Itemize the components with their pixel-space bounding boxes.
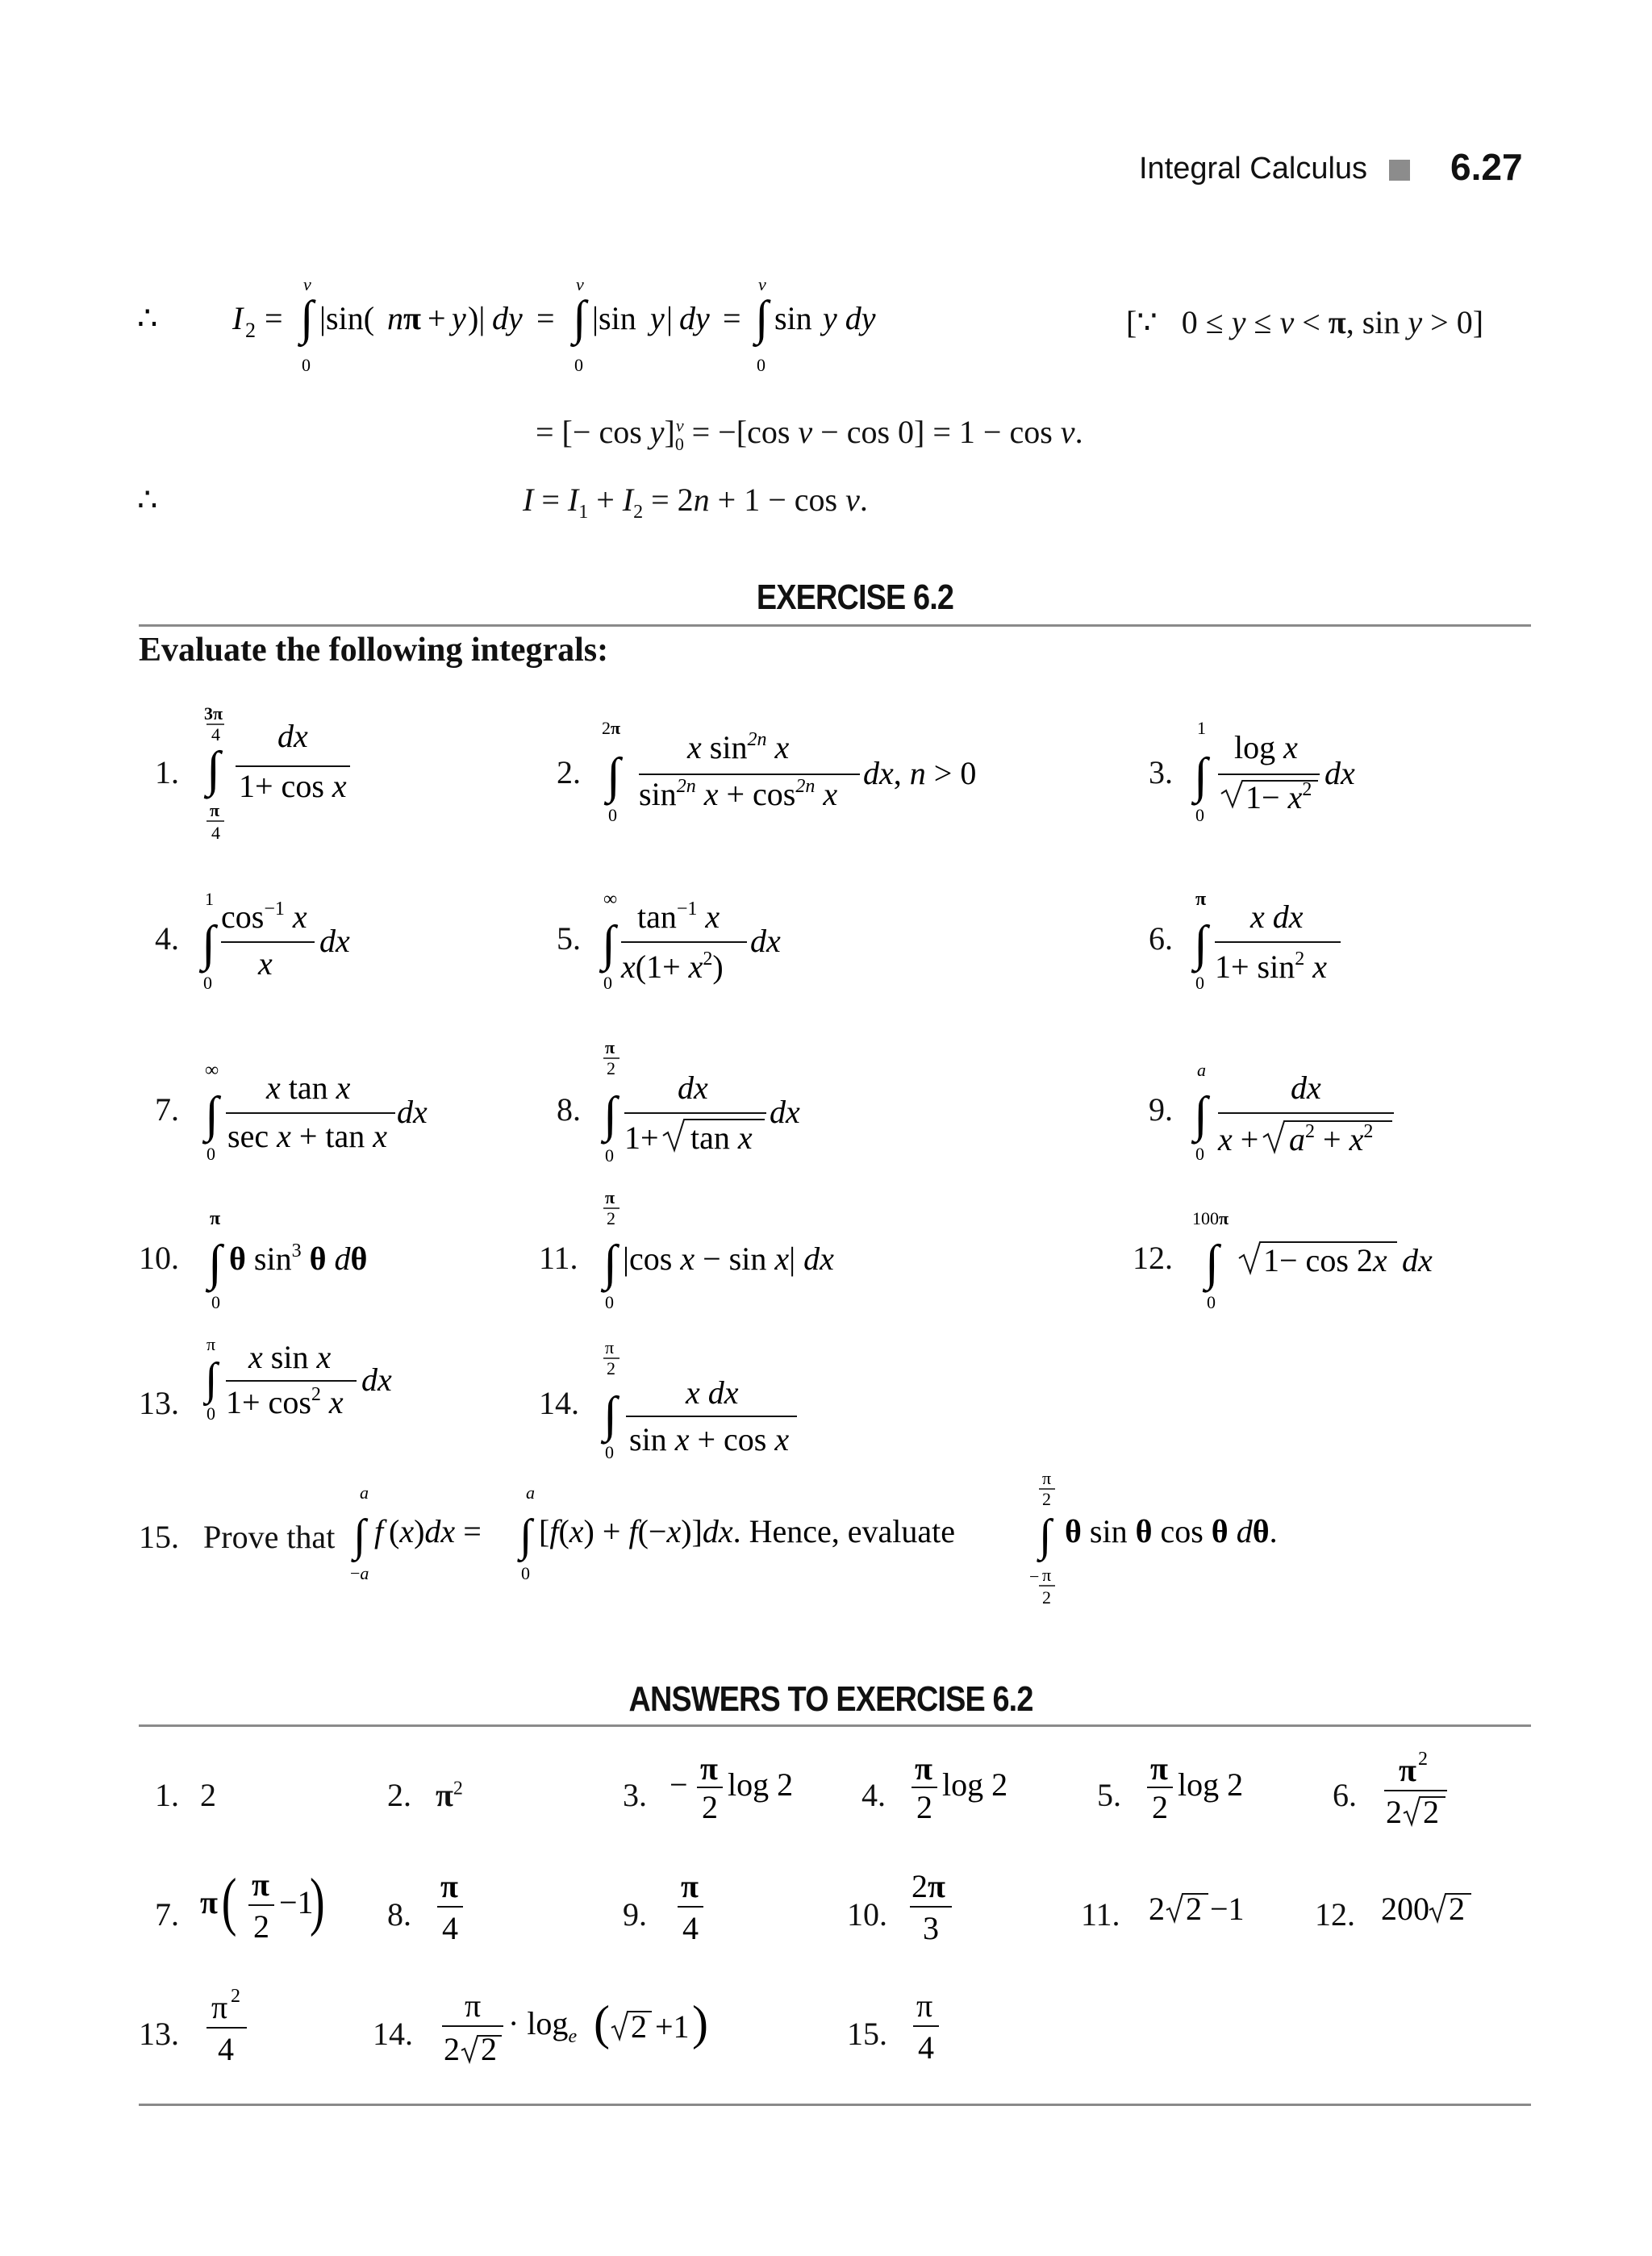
svg-text:4: 4 [218,2031,234,2067]
svg-text:)|: )| [468,300,486,336]
answer-2-value: $\pi^2$ [436,1777,463,1813]
svg-text:(: ( [221,1865,237,1937]
svg-text:π: π [440,1868,458,1904]
svg-text:0: 0 [211,1292,220,1312]
svg-text:· loge: · $\log_e$ [508,2005,578,2047]
problem-5-number: 5. [557,920,581,957]
svg-text:0: 0 [203,973,212,993]
svg-text:π: π [605,1037,615,1057]
svg-text:0: 0 [574,355,583,375]
svg-text:x(1+ x2): $x(1+ x^2)$ [621,949,724,985]
svg-text:0: 0 [605,1292,614,1312]
svg-text:(x)dx =: (x)dx = [389,1513,482,1549]
svg-text:∫: ∫ [1194,749,1208,803]
svg-text:π: π [1042,1476,1052,1488]
svg-text:|: | [666,300,674,336]
page-number: 6.27 [1450,146,1523,188]
svg-text:4: 4 [211,823,220,843]
svg-text:2: 2 [1418,1749,1428,1770]
svg-text:log x: log x [1234,729,1298,765]
svg-text:sin2n x + cos2n x: $\sin^{2n} x + \cos^{2n} x$ [639,776,838,812]
svg-text:f: f [374,1513,384,1549]
svg-text:π: π [210,800,220,820]
answers-title: ANSWERS TO EXERCISE 6.2 [628,1679,1033,1719]
svg-text:(: ( [594,1996,610,2050]
svg-text:1: 1 [205,889,214,909]
answer-10-value [907,1866,971,1955]
svg-text:π: π [1042,1565,1052,1585]
svg-text:0: 0 [603,973,612,993]
svg-text:2: 2 [231,1986,240,2007]
exercise-title: EXERCISE 6.2 [756,578,954,617]
svg-text:∫: ∫ [603,1236,617,1291]
svg-text:∫: ∫ [1194,1087,1208,1142]
svg-text:0: 0 [1195,973,1204,993]
svg-text:∴: ∴ [137,300,158,336]
exercise-rule [139,624,1531,627]
answer-1-value: 2 [200,1777,216,1813]
svg-text:0: 0 [757,355,766,375]
svg-text:∫: ∫ [208,1236,222,1291]
answer-4-value [907,1749,1036,1837]
svg-text:2: 2 [1042,1587,1051,1608]
svg-text:2π: 2π [912,1868,945,1904]
header-square-icon [1389,160,1410,181]
exercise-instruction: Evaluate the following integrals: [139,632,609,669]
svg-text:1− cos 2x: 1− cos 2x [1263,1242,1387,1278]
svg-text:−a: −a [350,1563,369,1583]
derivation-condition: [∵ 0 ≤ y ≤ v < π, sin y > 0] [1126,304,1484,340]
svg-text:0: 0 [521,1563,530,1583]
svg-text:θ sin3 θ dθ: θ $\sin^3 \theta$ dθ [229,1241,368,1277]
svg-text:3π: 3π [204,703,223,724]
svg-text:log 2: log 2 [942,1766,1008,1803]
svg-text:0: 0 [1195,1144,1204,1164]
svg-text:v: v [758,274,766,294]
answer-11-value [1145,1871,1274,1936]
svg-text:π: π [681,1868,699,1904]
svg-text:a2 + x2: $a^2 + x^2$ [1289,1121,1374,1157]
svg-text:|sin: |sin [592,300,636,336]
problem-6-formula [1189,882,1366,995]
svg-text:cos−1 x: $\cos^{-1} x$ [221,899,307,935]
svg-text:1+ sin2 x: $1+ \sin^2 x$ [1215,949,1328,985]
svg-text:dx: dx [1325,755,1355,791]
answer-4-number: 4. [861,1777,886,1813]
answer-12-value [1378,1871,1507,1936]
svg-text:−: − [1029,1566,1040,1587]
answer-6-number: 6. [1333,1777,1357,1813]
svg-text:[f(x) + f(−x)]dx. Hence, evalu: [f(x) + f(−x)]dx. Hence, evaluate [539,1513,956,1549]
svg-text:2 +1: 2 +1 [631,2008,690,2045]
problem-15-formula [348,1476,1300,1621]
svg-text:1+: 1+ [624,1120,659,1156]
svg-text:v: v [303,274,311,294]
problem-14-number: 14. [539,1385,579,1421]
svg-text:2: 2 [481,2031,497,2067]
answer-13-number: 13. [139,2016,179,2052]
svg-text:x sin x: x sin x [248,1339,332,1375]
problem-9-number: 9. [1149,1091,1173,1128]
svg-text:∫: ∫ [607,749,620,803]
answer-9-value [674,1866,723,1955]
derivation-therefore: ∴ [137,482,158,518]
svg-text:π: π [206,1334,216,1354]
svg-text:∫: ∫ [206,742,220,797]
svg-text:π: π [605,1187,615,1207]
answer-3-number: 3. [623,1777,647,1813]
problem-4-number: 4. [155,920,179,957]
svg-text:∫: ∫ [205,1354,218,1404]
svg-text:∞: ∞ [205,1060,219,1081]
problem-12-formula [1189,1202,1455,1315]
svg-text:x dx: x dx [686,1374,739,1411]
svg-text:0: 0 [302,355,311,375]
problem-12-number: 12. [1133,1240,1173,1276]
svg-text:sin x + cos x: sin x + cos x [629,1421,790,1457]
svg-text:2: 2 [1152,1789,1168,1825]
answer-7-value [197,1863,358,1960]
problem-9-formula [1189,1053,1415,1166]
derivation-line-1-graphic [137,266,912,387]
problem-8-formula [600,1036,826,1173]
svg-text:log 2: log 2 [1178,1766,1244,1803]
answer-5-number: 5. [1097,1777,1121,1813]
svg-text:dx: dx [319,923,350,959]
svg-text:2: 2 [607,1208,615,1228]
svg-text:dx: dx [1291,1070,1321,1106]
svg-text:|cos x − sin x| dx: |cos x − sin x| dx [623,1241,834,1277]
svg-text:2π: 2π [602,718,621,738]
svg-text:∞: ∞ [603,889,618,910]
svg-text:∫: ∫ [602,916,615,971]
svg-text:x +: x + [1218,1121,1259,1157]
problem-14-formula [600,1336,826,1473]
svg-text:∫: ∫ [205,1087,219,1142]
svg-text:0: 0 [608,805,617,825]
derivation-line-2: = [− $\cos y]_0^v = -[\cos$ v − cos 0] = 1 − cos v. [536,414,1083,454]
problem-7-formula [200,1053,442,1166]
svg-text:π: π [1399,1752,1416,1788]
svg-text:|sin(: |sin( [319,300,375,336]
svg-text:∫: ∫ [300,291,314,344]
svg-text:π: π [700,1750,718,1787]
svg-text:sin: sin [774,300,812,336]
problem-2-formula [597,710,1049,831]
answer-14-value [436,1986,726,2075]
svg-text:2: 2 [245,319,256,342]
svg-text:−: − [670,1766,688,1803]
svg-text:I: I [232,300,244,336]
svg-text:π: π [200,1884,218,1920]
svg-text:2: 2 [607,1358,615,1378]
svg-text:y: y [452,300,466,336]
problem-10-number: 10. [139,1240,179,1276]
derivation-line-1 [137,266,912,391]
svg-text:200: 200 [1381,1891,1429,1927]
svg-text:∫: ∫ [1039,1511,1052,1561]
problem-3-number: 3. [1149,754,1173,790]
svg-text:a: a [526,1482,535,1503]
svg-text:sec x + tan x: sec x + tan x [227,1118,388,1154]
problem-8-number: 8. [557,1091,581,1128]
answer-15-value [910,1986,958,2075]
svg-text:0: 0 [206,1403,215,1424]
answer-5-value [1142,1749,1271,1837]
answer-9-number: 9. [623,1896,647,1933]
answers-rule-bottom [139,2104,1531,2106]
problem-3-formula [1189,710,1399,831]
problem-11-formula [600,1186,858,1315]
svg-text:a: a [1197,1060,1206,1080]
answer-1-number: 1. [155,1777,179,1813]
running-title: Integral Calculus [1139,152,1368,186]
problem-6-number: 6. [1149,920,1173,957]
svg-text:dx: dx [277,718,308,754]
svg-text:2: 2 [702,1789,718,1825]
svg-text:y: y [650,300,665,336]
answer-2-number: 2. [387,1777,411,1813]
svg-text:−1: −1 [279,1884,314,1920]
svg-text:∫: ∫ [603,1087,617,1142]
svg-text:x dx: x dx [1250,899,1304,935]
svg-text:x: x [258,945,273,982]
problem-15-prove-text: Prove that [203,1519,336,1555]
derivation-line-3: $I = I_1 + I_2 = 2n + 1 - \cos v$. [523,482,868,523]
problem-13-formula [203,1331,413,1428]
problem-2-number: 2. [557,754,581,790]
answer-14-number: 14. [373,2016,413,2052]
svg-text:x sin2n x: x $\sin^{2n} x$ [687,729,790,765]
svg-text:0: 0 [605,1442,614,1462]
svg-text:∫: ∫ [755,291,769,344]
svg-text:100π: 100π [1192,1208,1229,1228]
answer-12-number: 12. [1315,1896,1355,1933]
svg-text:2: 2 [1449,1891,1465,1927]
svg-text:0: 0 [605,1145,614,1166]
svg-text:2: 2 [916,1789,932,1825]
svg-text:4: 4 [682,1910,699,1946]
svg-text:π: π [916,1987,933,2024]
svg-text:dy: dy [679,300,710,336]
problem-5-formula [597,882,807,1003]
svg-text:2: 2 [253,1908,269,1945]
svg-text:θ sin θ cos θ dθ.: θ sin θ cos θ dθ. [1065,1513,1278,1549]
svg-text:π: π [1195,889,1207,910]
svg-text:∫: ∫ [1205,1236,1219,1291]
svg-text:tan−1 x: $\tan^{-1} x$ [637,899,720,935]
svg-text:v: v [576,274,584,294]
svg-text:dx: dx [397,1094,428,1130]
svg-text:2: 2 [607,1058,615,1078]
svg-text:): ) [310,1865,325,1937]
svg-text:tan x: tan x [690,1120,753,1156]
answer-15-number: 15. [847,2016,887,2052]
svg-text:4: 4 [211,724,220,744]
svg-text:a: a [360,1482,369,1503]
svg-text:dx: dx [750,923,781,959]
svg-text:dx, n > 0: dx, n > 0 [863,755,977,791]
svg-text:π: π [605,1337,615,1357]
svg-text:dx: dx [1402,1242,1433,1278]
svg-text:1+ cos x: 1+ cos x [239,768,347,804]
svg-text:2: 2 [1042,1489,1051,1509]
svg-text:∫: ∫ [573,291,586,344]
svg-text:π: π [915,1750,932,1787]
svg-text:dx: dx [770,1094,800,1130]
svg-text:3: 3 [923,1910,939,1946]
svg-text:∫: ∫ [1194,916,1208,971]
svg-text:2: 2 [1386,1794,1402,1830]
svg-text:2: 2 [1149,1891,1165,1927]
svg-text:π: π [210,1208,221,1229]
svg-text:∫: ∫ [353,1511,366,1561]
problem-7-number: 7. [155,1091,179,1128]
svg-text:∫: ∫ [202,916,215,971]
svg-text:=: = [536,300,555,336]
svg-text:0: 0 [206,1144,215,1164]
svg-text:∫: ∫ [519,1511,532,1561]
answer-13-value [203,1976,268,2073]
svg-text:dx: dx [361,1362,392,1398]
problem-4-formula [197,882,374,995]
svg-text:1: 1 [1197,718,1206,738]
problem-1-formula [200,695,378,849]
answer-10-number: 10. [847,1896,887,1933]
answers-rule-top [139,1724,1531,1727]
svg-text:2 −1: 2 −1 [1186,1891,1245,1927]
answer-3-value [666,1749,811,1837]
svg-text:dy: dy [492,300,523,336]
svg-text:): ) [692,1996,708,2050]
svg-text:π: π [465,1987,482,2024]
problem-10-formula [205,1202,398,1315]
svg-text:2: 2 [1423,1794,1439,1830]
problem-15-number: 15. [139,1519,179,1555]
svg-text:n: n [387,300,403,336]
problem-1-number: 1. [155,754,179,790]
problem-13-number: 13. [139,1385,179,1421]
svg-text:=: = [723,300,741,336]
svg-text:π: π [403,300,421,336]
svg-text:0: 0 [1207,1292,1216,1312]
svg-text:π: π [211,1989,228,2025]
svg-text:π: π [252,1866,269,1903]
svg-text:=: = [265,300,283,336]
svg-text:0: 0 [1195,805,1204,825]
svg-text:1− x2: $1- x^2$ [1245,779,1312,815]
problem-11-number: 11. [539,1240,578,1276]
svg-text:π: π [1150,1750,1168,1787]
svg-text:2: 2 [444,2031,460,2067]
answer-6-value [1378,1741,1475,1845]
svg-text:log 2: log 2 [728,1766,794,1803]
svg-text:x tan x: x tan x [266,1070,351,1106]
svg-text:∫: ∫ [603,1387,617,1442]
svg-text:y dy: y dy [823,300,876,336]
answer-11-number: 11. [1081,1896,1120,1933]
svg-text:4: 4 [442,1910,458,1946]
svg-text:4: 4 [918,2029,934,2066]
svg-text:1+ cos2 x: $1+ \cos^2 x$ [226,1384,344,1420]
svg-text:+: + [428,300,446,336]
answer-8-number: 8. [387,1896,411,1933]
answer-8-value [434,1866,482,1955]
answer-7-number: 7. [155,1896,179,1933]
svg-text:dx: dx [678,1070,708,1106]
